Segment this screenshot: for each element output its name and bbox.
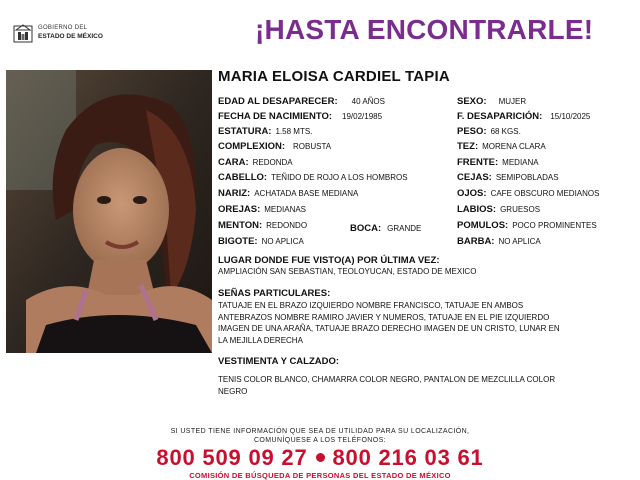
headline: ¡HASTA ENCONTRARLE! xyxy=(255,14,594,45)
field-value: MORENA CLARA xyxy=(482,142,546,151)
field-value: ACHATADA BASE MEDIANA xyxy=(254,189,359,198)
contact-line2: COMUNÍQUESE A LOS TELÉFONOS: xyxy=(253,437,387,444)
phone-number-1[interactable]: 800 509 09 27 xyxy=(156,445,308,470)
field-label: CARA: xyxy=(218,157,249,168)
missing-person-photo xyxy=(6,70,212,353)
field-face xyxy=(218,157,293,169)
field-label: COMPLEXION: xyxy=(218,141,286,152)
field-value: REDONDA xyxy=(252,158,293,167)
field-nose xyxy=(218,188,358,200)
field-value: GRUESOS xyxy=(500,205,541,214)
bullet-separator-icon xyxy=(316,453,325,462)
field-value: MEDIANA xyxy=(502,158,539,167)
field-hair xyxy=(218,172,408,184)
field-label: BOCA: xyxy=(350,223,382,234)
contact-instructions xyxy=(0,427,640,445)
clothing-line: TENIS COLOR BLANCO, CHAMARRA COLOR NEGRO, PANTALON DE MEZCLILLA COLOR xyxy=(218,375,556,384)
contact-line1: SI USTED TIENE INFORMACIÓN QUE SEA DE UTILIDAD PARA SU LOCALIZACIÓN, xyxy=(170,428,470,435)
field-label: BARBA: xyxy=(457,236,495,247)
field-label: BIGOTE: xyxy=(218,236,258,247)
last-seen-value: AMPLIACIÓN SAN SEBASTIAN, TEOLOYUCAN, ESTADO DE MEXICO xyxy=(218,267,477,276)
government-name-line2: ESTADO DE MÉXICO xyxy=(38,33,103,40)
field-label: F. DESAPARICIÓN: xyxy=(457,111,543,122)
field-height xyxy=(218,126,312,138)
field-value: 68 KGS. xyxy=(490,127,521,136)
field-birthdate xyxy=(218,111,382,123)
field-value: NO APLICA xyxy=(261,237,304,246)
field-weight xyxy=(457,126,521,138)
field-chin xyxy=(218,220,307,232)
field-value: MUJER xyxy=(498,97,527,106)
government-logo xyxy=(10,22,130,48)
field-value: NO APLICA xyxy=(498,237,541,246)
marks-line: ANTEBRAZOS NOMBRE RAMIRO JAVIER Y NUMEROS, TATUAJE EN EL PIE IZQUIERDO xyxy=(218,312,550,322)
commission-name: COMISIÓN DE BÚSQUEDA DE PERSONAS DEL ESTADO DE MÉXICO xyxy=(189,471,451,480)
field-sex xyxy=(457,96,526,108)
marks-line: IMAGEN DE UNA ARAÑA, TATUAJE BRAZO DERECHO IMAGEN DE UN CRISTO, LUNAR EN xyxy=(218,324,560,333)
field-label: TEZ: xyxy=(457,141,479,152)
field-complexion xyxy=(457,141,546,153)
field-label: FECHA DE NACIMIENTO: xyxy=(218,111,332,122)
portrait-image xyxy=(6,70,212,353)
phone-numbers xyxy=(0,445,640,471)
field-value: 15/10/2025 xyxy=(550,112,591,121)
field-value: MEDIANAS xyxy=(264,205,307,214)
field-value: SEMIPOBLADAS xyxy=(495,173,559,182)
clothing-label: VESTIMENTA Y CALZADO: xyxy=(218,356,340,367)
field-label: OJOS: xyxy=(457,188,487,199)
field-label: MENTON: xyxy=(218,220,263,231)
field-label: ESTATURA: xyxy=(218,126,272,137)
phone-number-2[interactable]: 800 216 03 61 xyxy=(332,445,484,470)
field-label: SEXO: xyxy=(457,96,487,107)
field-label: PESO: xyxy=(457,126,487,137)
field-value: 1.58 MTS. xyxy=(275,127,313,136)
field-eyebrows xyxy=(457,172,559,184)
field-forehead xyxy=(457,157,539,169)
marks-text xyxy=(218,300,636,346)
person-name: MARIA ELOISA CARDIEL TAPIA xyxy=(218,68,450,85)
field-label: EDAD AL DESAPARECER: xyxy=(218,96,338,107)
clothing-text xyxy=(218,374,636,397)
field-label: CEJAS: xyxy=(457,172,492,183)
field-label: NARIZ: xyxy=(218,188,251,199)
field-value: ROBUSTA xyxy=(293,142,332,151)
state-seal-icon xyxy=(12,22,34,44)
government-name-line1: GOBIERNO DEL xyxy=(38,25,88,31)
field-age xyxy=(218,96,385,108)
field-mouth xyxy=(350,223,421,235)
field-build xyxy=(218,141,331,153)
marks-label: SEÑAS PARTICULARES: xyxy=(218,288,331,299)
marks-line: LA MEJILLA DERECHA xyxy=(218,335,303,345)
field-eyes xyxy=(457,188,599,200)
clothing-line: NEGRO xyxy=(218,386,248,396)
field-disappearance-date xyxy=(457,111,590,123)
marks-line: TATUAJE EN EL BRAZO IZQUIERDO NOMBRE FRANCISCO, TATUAJE EN AMBOS xyxy=(218,301,524,310)
field-label: LABIOS: xyxy=(457,204,497,215)
last-seen-label: LUGAR DONDE FUE VISTO(A) POR ÚLTIMA VEZ: xyxy=(218,255,440,266)
field-value: 19/02/1985 xyxy=(342,112,383,121)
field-value: TEÑIDO DE ROJO A LOS HOMBROS xyxy=(271,173,408,182)
field-label: POMULOS: xyxy=(457,220,509,231)
field-value: GRANDE xyxy=(387,224,422,233)
field-value: CAFE OBSCURO MEDIANOS xyxy=(490,189,600,198)
field-mustache xyxy=(218,236,304,248)
field-value: REDONDO xyxy=(266,221,308,230)
field-cheekbones xyxy=(457,220,597,232)
field-lips xyxy=(457,204,540,216)
field-label: FRENTE: xyxy=(457,157,499,168)
field-value: POCO PROMINENTES xyxy=(512,221,597,230)
field-beard xyxy=(457,236,541,248)
field-label: OREJAS: xyxy=(218,204,261,215)
field-ears xyxy=(218,204,306,216)
field-label: CABELLO: xyxy=(218,172,268,183)
field-value: 40 AÑOS xyxy=(351,97,385,106)
